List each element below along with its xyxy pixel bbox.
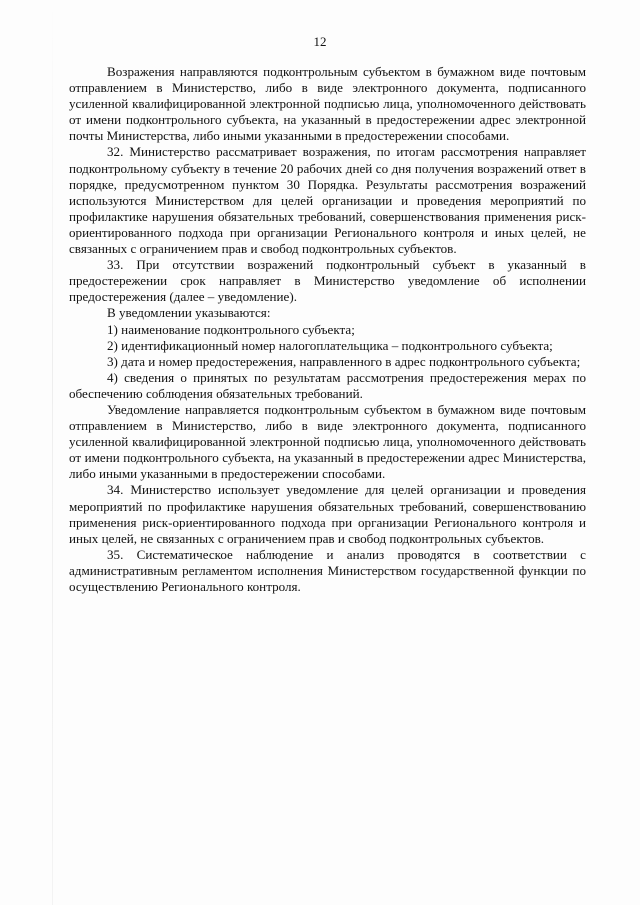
paragraph-34: 34. Министерство использует уведомление для целей организации и проведения мероприятий по профилактике нарушения обязательных требований, совершенствованию применения риск-ориентированного подхода при организации Регионального контроля и иных целей, не связанных с ограничением прав и свобод подконтрольных субъектов. <box>69 482 586 546</box>
list-item-1: 1) наименование подконтрольного субъекта; <box>107 321 355 337</box>
document-body <box>69 64 586 595</box>
paragraph-notification-submission: Уведомление направляется подконтрольным субъектом в бумажном виде почтовым отправлением в Министерство, либо в виде электронного документа, подписанного усиленной квалифицированной электронной подписью лица, уполномоченного действовать от имени подконтрольного субъекта, на указанный в предостережении адрес Министерства, либо иными указанными в предостережении способами. <box>69 401 586 482</box>
list-item-3: 3) дата и номер предостережения, направленного в адрес подконтрольного субъекта; <box>107 353 581 369</box>
list-item-4: 4) сведения о принятых по результатам рассмотрения предостережения мерах по обеспечению соблюдения обязательных требований. <box>69 369 586 401</box>
list-item-2: 2) идентификационный номер налогоплательщика – подконтрольного субъекта; <box>107 337 553 353</box>
page-number: 12 <box>313 34 327 49</box>
paragraph-objections-submission: Возражения направляются подконтрольным субъектом в бумажном виде почтовым отправлением в Министерство, либо в виде электронного документа, подписанного усиленной квалифицированной электронной подписью лица, уполномоченного действовать от имени подконтрольного субъекта, на указанный в предостережении адрес электронной почты Министерства, либо иными указанными в предостережении способами. <box>69 64 586 144</box>
paragraph-33: 33. При отсутствии возражений подконтрольный субъект в указанный в предостережении срок направляет в Министерство уведомление об исполнении предостережения (далее – уведомление). <box>69 257 586 305</box>
scan-edge-shadow <box>52 0 53 905</box>
paragraph-notification-contents: В уведомлении указываются: <box>107 305 271 321</box>
paragraph-32: 32. Министерство рассматривает возражения, по итогам рассмотрения направляет подконтрольному субъекту в течение 20 рабочих дней со дня получения возражений ответ в порядке, предусмотренном пунктом 30 Порядка. Результаты рассмотрения возражений используются Министерством для целей организации и проведения мероприятий по профилактике нарушения обязательных требований, совершенствования применения риск-ориентированного подхода при организации Регионального контроля и иных целей, не связанных с ограничением прав и свобод подконтрольных субъектов. <box>69 144 586 257</box>
paragraph-35: 35. Систематическое наблюдение и анализ проводятся в соответствии с административным регламентом исполнения Министерством государственной функции по осуществлению Регионального контроля. <box>69 546 586 594</box>
